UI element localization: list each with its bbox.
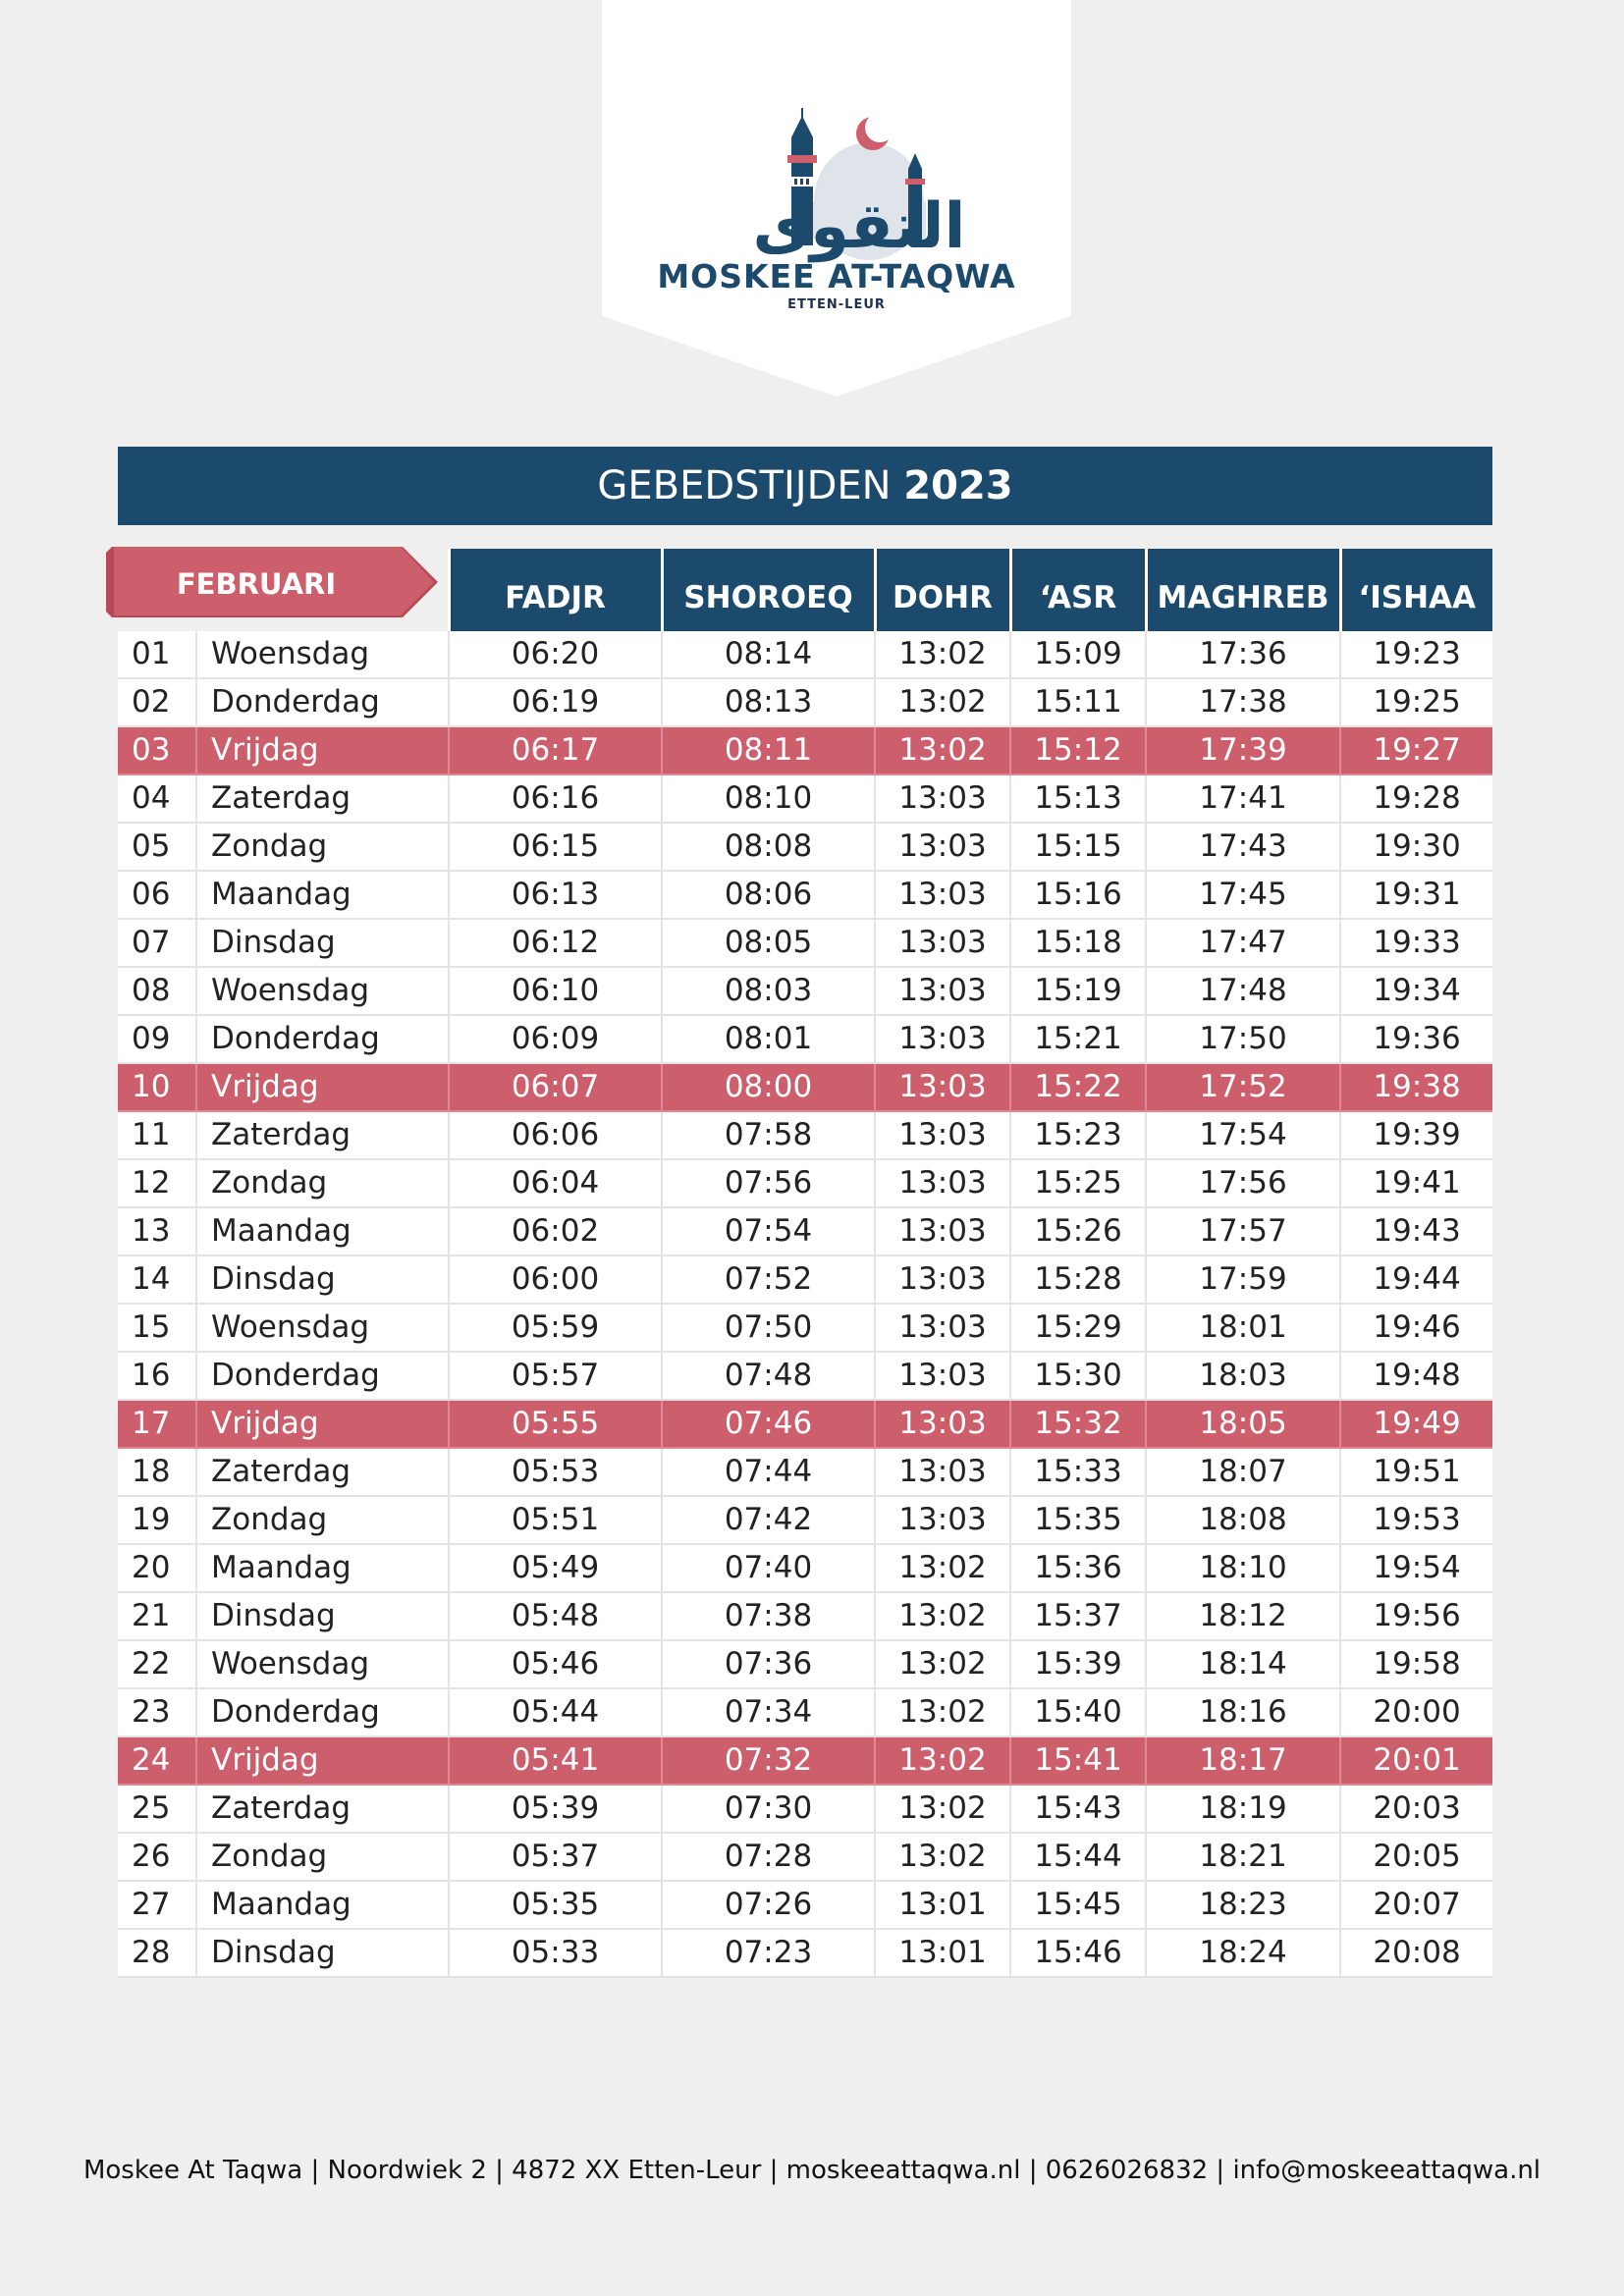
day-number: 18 xyxy=(118,1448,196,1496)
time-ishaa: 20:03 xyxy=(1340,1785,1492,1833)
time-fadjr: 06:07 xyxy=(449,1063,662,1111)
time-maghreb: 17:56 xyxy=(1146,1159,1340,1207)
table-row xyxy=(118,1304,1492,1352)
time-dohr: 13:03 xyxy=(875,1015,1010,1063)
time-fadjr: 05:39 xyxy=(449,1785,662,1833)
time-shoroeq: 07:56 xyxy=(662,1159,875,1207)
time-asr: 15:32 xyxy=(1010,1400,1146,1448)
footer-contact: Moskee At Taqwa | Noordwiek 2 | 4872 XX Etten-Leur | moskeeattaqwa.nl | 0626026832 | info@moskeeattaqwa.nl xyxy=(82,2156,1542,2185)
time-maghreb: 17:47 xyxy=(1146,919,1340,967)
table-row xyxy=(118,1640,1492,1688)
day-name: Woensdag xyxy=(196,1640,449,1688)
table-row xyxy=(118,1159,1492,1207)
time-fadjr: 06:13 xyxy=(449,871,662,919)
time-asr: 15:11 xyxy=(1010,678,1146,726)
time-dohr: 13:02 xyxy=(875,1544,1010,1592)
time-dohr: 13:03 xyxy=(875,774,1010,823)
time-dohr: 13:03 xyxy=(875,1159,1010,1207)
time-shoroeq: 07:40 xyxy=(662,1544,875,1592)
table-row xyxy=(118,1015,1492,1063)
day-name: Zaterdag xyxy=(196,1785,449,1833)
time-maghreb: 17:48 xyxy=(1146,967,1340,1015)
day-name: Woensdag xyxy=(196,967,449,1015)
time-maghreb: 18:17 xyxy=(1146,1736,1340,1785)
time-shoroeq: 08:08 xyxy=(662,823,875,871)
time-shoroeq: 07:23 xyxy=(662,1929,875,1977)
time-fadjr: 05:33 xyxy=(449,1929,662,1977)
time-asr: 15:16 xyxy=(1010,871,1146,919)
time-ishaa: 19:43 xyxy=(1340,1207,1492,1255)
time-asr: 15:28 xyxy=(1010,1255,1146,1304)
table-row xyxy=(118,726,1492,774)
time-fadjr: 06:19 xyxy=(449,678,662,726)
time-maghreb: 17:39 xyxy=(1146,726,1340,774)
time-dohr: 13:02 xyxy=(875,631,1010,678)
day-number: 22 xyxy=(118,1640,196,1688)
time-dohr: 13:03 xyxy=(875,919,1010,967)
day-name: Donderdag xyxy=(196,1352,449,1400)
table-row xyxy=(118,678,1492,726)
day-number: 03 xyxy=(118,726,196,774)
time-shoroeq: 07:42 xyxy=(662,1496,875,1544)
time-asr: 15:21 xyxy=(1010,1015,1146,1063)
day-number: 01 xyxy=(118,631,196,678)
time-shoroeq: 08:13 xyxy=(662,678,875,726)
time-dohr: 13:03 xyxy=(875,1255,1010,1304)
time-dohr: 13:03 xyxy=(875,1496,1010,1544)
time-asr: 15:37 xyxy=(1010,1592,1146,1640)
logo-subtitle: ETTEN-LEUR xyxy=(787,297,886,312)
day-name: Dinsdag xyxy=(196,919,449,967)
time-asr: 15:39 xyxy=(1010,1640,1146,1688)
time-dohr: 13:03 xyxy=(875,1304,1010,1352)
day-number: 16 xyxy=(118,1352,196,1400)
time-fadjr: 05:59 xyxy=(449,1304,662,1352)
time-ishaa: 19:49 xyxy=(1340,1400,1492,1448)
day-number: 02 xyxy=(118,678,196,726)
time-ishaa: 19:36 xyxy=(1340,1015,1492,1063)
time-fadjr: 06:09 xyxy=(449,1015,662,1063)
time-fadjr: 05:57 xyxy=(449,1352,662,1400)
time-fadjr: 06:16 xyxy=(449,774,662,823)
time-shoroeq: 07:34 xyxy=(662,1688,875,1736)
col-header-dohr: DOHR xyxy=(875,549,1010,631)
col-header-asr: ‘ASR xyxy=(1010,549,1146,631)
day-name: Zaterdag xyxy=(196,774,449,823)
day-number: 06 xyxy=(118,871,196,919)
day-number: 27 xyxy=(118,1881,196,1929)
time-asr: 15:41 xyxy=(1010,1736,1146,1785)
month-label: FEBRUARI xyxy=(176,567,337,601)
time-maghreb: 18:23 xyxy=(1146,1881,1340,1929)
time-asr: 15:25 xyxy=(1010,1159,1146,1207)
table-row xyxy=(118,631,1492,678)
time-asr: 15:09 xyxy=(1010,631,1146,678)
time-fadjr: 06:20 xyxy=(449,631,662,678)
time-asr: 15:33 xyxy=(1010,1448,1146,1496)
time-maghreb: 18:19 xyxy=(1146,1785,1340,1833)
col-header-maghreb: MAGHREB xyxy=(1146,549,1340,631)
logo-arabic: التقوى xyxy=(752,190,966,263)
time-ishaa: 19:33 xyxy=(1340,919,1492,967)
day-number: 10 xyxy=(118,1063,196,1111)
day-number: 08 xyxy=(118,967,196,1015)
time-maghreb: 17:59 xyxy=(1146,1255,1340,1304)
day-name: Dinsdag xyxy=(196,1929,449,1977)
table-row xyxy=(118,1881,1492,1929)
time-ishaa: 20:00 xyxy=(1340,1688,1492,1736)
time-asr: 15:36 xyxy=(1010,1544,1146,1592)
time-dohr: 13:03 xyxy=(875,1400,1010,1448)
time-asr: 15:23 xyxy=(1010,1111,1146,1159)
time-ishaa: 20:01 xyxy=(1340,1736,1492,1785)
time-asr: 15:40 xyxy=(1010,1688,1146,1736)
time-shoroeq: 07:46 xyxy=(662,1400,875,1448)
time-ishaa: 20:05 xyxy=(1340,1833,1492,1881)
time-fadjr: 05:44 xyxy=(449,1688,662,1736)
time-shoroeq: 08:05 xyxy=(662,919,875,967)
table-row xyxy=(118,967,1492,1015)
table-row xyxy=(118,1544,1492,1592)
time-shoroeq: 08:03 xyxy=(662,967,875,1015)
time-dohr: 13:03 xyxy=(875,1063,1010,1111)
time-ishaa: 20:07 xyxy=(1340,1881,1492,1929)
time-ishaa: 19:54 xyxy=(1340,1544,1492,1592)
time-fadjr: 06:04 xyxy=(449,1159,662,1207)
day-number: 15 xyxy=(118,1304,196,1352)
time-maghreb: 18:24 xyxy=(1146,1929,1340,1977)
time-fadjr: 05:46 xyxy=(449,1640,662,1688)
time-asr: 15:35 xyxy=(1010,1496,1146,1544)
time-dohr: 13:02 xyxy=(875,1688,1010,1736)
time-shoroeq: 07:26 xyxy=(662,1881,875,1929)
time-dohr: 13:02 xyxy=(875,678,1010,726)
time-dohr: 13:01 xyxy=(875,1881,1010,1929)
time-shoroeq: 07:50 xyxy=(662,1304,875,1352)
time-asr: 15:18 xyxy=(1010,919,1146,967)
time-ishaa: 19:58 xyxy=(1340,1640,1492,1688)
time-dohr: 13:02 xyxy=(875,726,1010,774)
time-maghreb: 18:16 xyxy=(1146,1688,1340,1736)
day-name: Woensdag xyxy=(196,1304,449,1352)
logo-name: MOSKEE AT-TAQWA xyxy=(657,257,1016,295)
time-asr: 15:13 xyxy=(1010,774,1146,823)
table-row xyxy=(118,1063,1492,1111)
time-shoroeq: 07:44 xyxy=(662,1448,875,1496)
col-header-fadjr: FADJR xyxy=(449,549,662,631)
day-name: Zondag xyxy=(196,1159,449,1207)
time-dohr: 13:02 xyxy=(875,1833,1010,1881)
time-asr: 15:43 xyxy=(1010,1785,1146,1833)
day-number: 20 xyxy=(118,1544,196,1592)
table-row xyxy=(118,1400,1492,1448)
day-name: Zondag xyxy=(196,1833,449,1881)
day-name: Zaterdag xyxy=(196,1448,449,1496)
day-name: Dinsdag xyxy=(196,1255,449,1304)
table-row xyxy=(118,919,1492,967)
time-shoroeq: 07:52 xyxy=(662,1255,875,1304)
day-name: Zondag xyxy=(196,823,449,871)
time-maghreb: 18:03 xyxy=(1146,1352,1340,1400)
time-maghreb: 17:50 xyxy=(1146,1015,1340,1063)
time-shoroeq: 08:10 xyxy=(662,774,875,823)
time-ishaa: 19:34 xyxy=(1340,967,1492,1015)
day-name: Dinsdag xyxy=(196,1592,449,1640)
time-fadjr: 05:53 xyxy=(449,1448,662,1496)
time-fadjr: 05:49 xyxy=(449,1544,662,1592)
time-maghreb: 17:41 xyxy=(1146,774,1340,823)
time-asr: 15:44 xyxy=(1010,1833,1146,1881)
time-fadjr: 06:10 xyxy=(449,967,662,1015)
day-name: Vrijdag xyxy=(196,726,449,774)
day-number: 19 xyxy=(118,1496,196,1544)
time-ishaa: 19:30 xyxy=(1340,823,1492,871)
time-maghreb: 18:10 xyxy=(1146,1544,1340,1592)
day-name: Vrijdag xyxy=(196,1400,449,1448)
day-number: 23 xyxy=(118,1688,196,1736)
time-fadjr: 06:06 xyxy=(449,1111,662,1159)
time-fadjr: 06:00 xyxy=(449,1255,662,1304)
time-ishaa: 19:23 xyxy=(1340,631,1492,678)
day-name: Donderdag xyxy=(196,678,449,726)
time-maghreb: 18:21 xyxy=(1146,1833,1340,1881)
time-asr: 15:30 xyxy=(1010,1352,1146,1400)
time-fadjr: 05:37 xyxy=(449,1833,662,1881)
time-fadjr: 05:55 xyxy=(449,1400,662,1448)
time-fadjr: 05:35 xyxy=(449,1881,662,1929)
day-number: 26 xyxy=(118,1833,196,1881)
time-fadjr: 05:48 xyxy=(449,1592,662,1640)
table-row xyxy=(118,1592,1492,1640)
time-maghreb: 17:36 xyxy=(1146,631,1340,678)
day-number: 28 xyxy=(118,1929,196,1977)
time-dohr: 13:02 xyxy=(875,1785,1010,1833)
time-fadjr: 06:02 xyxy=(449,1207,662,1255)
day-number: 07 xyxy=(118,919,196,967)
table-row xyxy=(118,1785,1492,1833)
table-row xyxy=(118,823,1492,871)
day-number: 04 xyxy=(118,774,196,823)
time-ishaa: 19:53 xyxy=(1340,1496,1492,1544)
time-asr: 15:19 xyxy=(1010,967,1146,1015)
time-ishaa: 19:38 xyxy=(1340,1063,1492,1111)
table-row xyxy=(118,1111,1492,1159)
time-maghreb: 17:57 xyxy=(1146,1207,1340,1255)
page-title xyxy=(118,447,1492,525)
time-maghreb: 17:52 xyxy=(1146,1063,1340,1111)
time-maghreb: 17:54 xyxy=(1146,1111,1340,1159)
day-name: Maandag xyxy=(196,1544,449,1592)
time-asr: 15:46 xyxy=(1010,1929,1146,1977)
table-row xyxy=(118,871,1492,919)
day-name: Vrijdag xyxy=(196,1063,449,1111)
day-name: Donderdag xyxy=(196,1688,449,1736)
time-maghreb: 18:12 xyxy=(1146,1592,1340,1640)
table-row xyxy=(118,1688,1492,1736)
time-ishaa: 20:08 xyxy=(1340,1929,1492,1977)
time-maghreb: 17:43 xyxy=(1146,823,1340,871)
title-text: GEBEDSTIJDEN xyxy=(597,463,892,508)
day-name: Maandag xyxy=(196,871,449,919)
day-number: 05 xyxy=(118,823,196,871)
time-ishaa: 19:28 xyxy=(1340,774,1492,823)
time-shoroeq: 07:54 xyxy=(662,1207,875,1255)
day-number: 14 xyxy=(118,1255,196,1304)
time-shoroeq: 07:48 xyxy=(662,1352,875,1400)
time-ishaa: 19:46 xyxy=(1340,1304,1492,1352)
time-dohr: 13:03 xyxy=(875,1207,1010,1255)
time-dohr: 13:03 xyxy=(875,871,1010,919)
time-maghreb: 18:14 xyxy=(1146,1640,1340,1688)
day-name: Vrijdag xyxy=(196,1736,449,1785)
time-asr: 15:26 xyxy=(1010,1207,1146,1255)
day-number: 11 xyxy=(118,1111,196,1159)
time-shoroeq: 07:32 xyxy=(662,1736,875,1785)
time-shoroeq: 08:14 xyxy=(662,631,875,678)
time-ishaa: 19:27 xyxy=(1340,726,1492,774)
table-row xyxy=(118,1929,1492,1977)
time-asr: 15:45 xyxy=(1010,1881,1146,1929)
day-number: 24 xyxy=(118,1736,196,1785)
time-ishaa: 19:48 xyxy=(1340,1352,1492,1400)
time-shoroeq: 07:38 xyxy=(662,1592,875,1640)
day-name: Maandag xyxy=(196,1207,449,1255)
time-fadjr: 06:15 xyxy=(449,823,662,871)
day-name: Woensdag xyxy=(196,631,449,678)
col-header-shoroeq: SHOROEQ xyxy=(662,549,875,631)
time-shoroeq: 08:01 xyxy=(662,1015,875,1063)
table-row xyxy=(118,774,1492,823)
col-header-ishaa: ‘ISHAA xyxy=(1340,549,1492,631)
time-ishaa: 19:25 xyxy=(1340,678,1492,726)
time-dohr: 13:02 xyxy=(875,1592,1010,1640)
time-maghreb: 18:05 xyxy=(1146,1400,1340,1448)
day-name: Zaterdag xyxy=(196,1111,449,1159)
table-row xyxy=(118,1448,1492,1496)
time-ishaa: 19:41 xyxy=(1340,1159,1492,1207)
time-dohr: 13:03 xyxy=(875,1352,1010,1400)
time-ishaa: 19:39 xyxy=(1340,1111,1492,1159)
banner-shape xyxy=(602,0,1071,397)
logo-banner xyxy=(602,0,1071,397)
month-tag xyxy=(106,547,438,617)
time-ishaa: 19:56 xyxy=(1340,1592,1492,1640)
prayer-times-table xyxy=(118,549,1492,1978)
time-shoroeq: 08:11 xyxy=(662,726,875,774)
day-number: 17 xyxy=(118,1400,196,1448)
time-fadjr: 05:41 xyxy=(449,1736,662,1785)
time-fadjr: 05:51 xyxy=(449,1496,662,1544)
time-shoroeq: 07:36 xyxy=(662,1640,875,1688)
day-name: Zondag xyxy=(196,1496,449,1544)
table-row xyxy=(118,1255,1492,1304)
table-row xyxy=(118,1207,1492,1255)
time-shoroeq: 08:06 xyxy=(662,871,875,919)
day-number: 21 xyxy=(118,1592,196,1640)
time-dohr: 13:02 xyxy=(875,1736,1010,1785)
day-number: 25 xyxy=(118,1785,196,1833)
table-row xyxy=(118,1736,1492,1785)
time-dohr: 13:03 xyxy=(875,1448,1010,1496)
time-dohr: 13:02 xyxy=(875,1640,1010,1688)
time-maghreb: 18:08 xyxy=(1146,1496,1340,1544)
time-asr: 15:22 xyxy=(1010,1063,1146,1111)
time-maghreb: 18:01 xyxy=(1146,1304,1340,1352)
time-shoroeq: 07:30 xyxy=(662,1785,875,1833)
time-asr: 15:29 xyxy=(1010,1304,1146,1352)
time-asr: 15:12 xyxy=(1010,726,1146,774)
table-row xyxy=(118,1833,1492,1881)
time-dohr: 13:03 xyxy=(875,1111,1010,1159)
time-maghreb: 18:07 xyxy=(1146,1448,1340,1496)
day-number: 12 xyxy=(118,1159,196,1207)
day-number: 13 xyxy=(118,1207,196,1255)
day-name: Donderdag xyxy=(196,1015,449,1063)
table-row xyxy=(118,1496,1492,1544)
time-shoroeq: 08:00 xyxy=(662,1063,875,1111)
time-dohr: 13:03 xyxy=(875,967,1010,1015)
time-maghreb: 17:38 xyxy=(1146,678,1340,726)
time-dohr: 13:03 xyxy=(875,823,1010,871)
time-dohr: 13:01 xyxy=(875,1929,1010,1977)
table-body xyxy=(118,631,1492,1977)
time-asr: 15:15 xyxy=(1010,823,1146,871)
time-shoroeq: 07:58 xyxy=(662,1111,875,1159)
time-fadjr: 06:17 xyxy=(449,726,662,774)
time-ishaa: 19:51 xyxy=(1340,1448,1492,1496)
time-fadjr: 06:12 xyxy=(449,919,662,967)
time-ishaa: 19:31 xyxy=(1340,871,1492,919)
day-name: Maandag xyxy=(196,1881,449,1929)
time-shoroeq: 07:28 xyxy=(662,1833,875,1881)
title-year: 2023 xyxy=(903,463,1013,508)
time-maghreb: 17:45 xyxy=(1146,871,1340,919)
time-ishaa: 19:44 xyxy=(1340,1255,1492,1304)
table-row xyxy=(118,1352,1492,1400)
day-number: 09 xyxy=(118,1015,196,1063)
